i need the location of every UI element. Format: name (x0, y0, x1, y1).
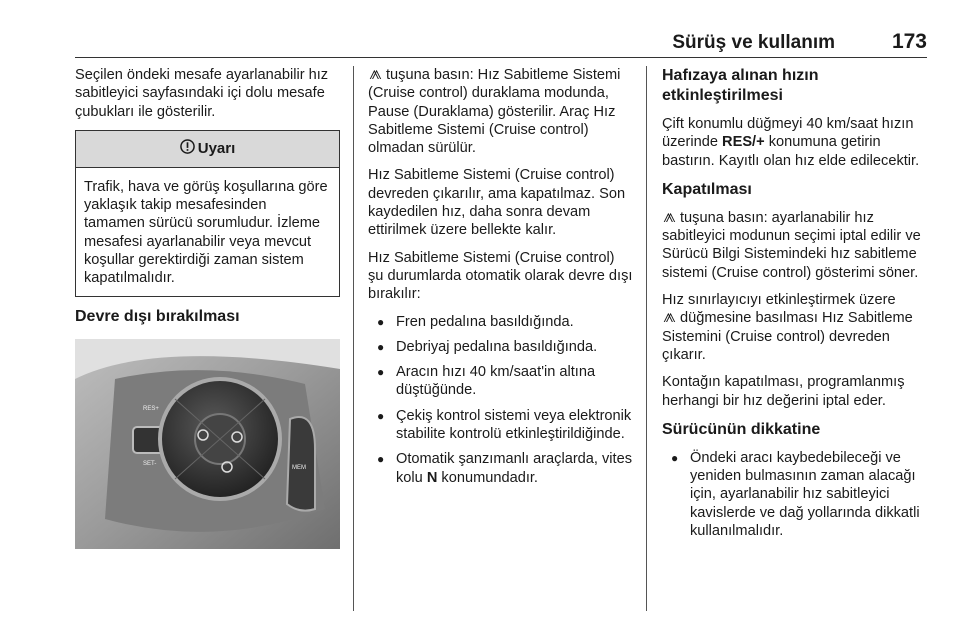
section-heading-switch-off: Kapatılması (662, 180, 752, 198)
list-item: ● Öndeki aracı kaybedebileceği ve yeniden bulmasının zaman alacağı için, ayarlanabilir hız sabitleyici kavislerde ve dağ yollarında dikkatli kullanılmalıdır. (662, 449, 927, 540)
page-header (75, 26, 927, 56)
ignition-paragraph: Kontağın kapatılması, programlanmış herhangi bir hız değerini iptal eder. (662, 374, 905, 409)
warning-body: Trafik, hava ve görüş koşullarına göre yaklaşık takip mesafesinden tamamen sürücü sorumludur. İzleme mesafesi ayarlanabilir veya mevcut koşullar gerektirdiği zaman sistem kapatılmalıdır. (84, 178, 328, 287)
section-heading-driver-attention: Sürücünün dikkatine (662, 420, 821, 438)
pause-paragraph (368, 66, 633, 157)
list-item: ● Çekiş kontrol sistemi veya elektronik stabilite kontrolü etkinleştirildiğinde. (368, 407, 633, 444)
res-plus-label: RES/+ (722, 134, 765, 151)
driver-attention-list (662, 449, 927, 540)
limiter-paragraph: Hız sınırlayıcıyı etkinleştirmek üzere ⨇ düğmesine basılması Hız Sabitleme Sistemini (Cruise control) devreden çıkarır. (662, 292, 913, 363)
deactivated-paragraph: Hız Sabitleme Sistemi (Cruise control) devreden çıkarılır, ama kapatılmaz. Son kaydedilen hız, daha sonra devam ettirilmek üzere bellekte kalır. (368, 167, 626, 239)
list-item: ● Fren pedalına basıldığında. (368, 313, 633, 331)
section-heading-deactivate: Devre dışı bırakılması (75, 307, 240, 325)
set-label: SET- (143, 460, 157, 467)
warning-title: Uyarı (197, 139, 236, 157)
page-number: 173 (891, 30, 927, 53)
column-3 (662, 66, 927, 547)
steering-wheel-controls-photo (75, 339, 340, 549)
list-item: ● Aracın hızı 40 km/saat'in altına düştüğünde. (368, 363, 633, 400)
gear-n-label: N (426, 469, 438, 486)
auto-deactivate-paragraph: Hız Sabitleme Sistemi (Cruise control) şu durumlarda otomatik olarak devre dışı bırakılır: (368, 249, 633, 303)
cruise-off-icon: ⨇ (663, 210, 676, 225)
intro-paragraph: Seçilen öndeki mesafe ayarlanabilir hız sabitleyici sayfasındaki içi dolu mesafe çubukları ile gösterilir. (75, 67, 329, 120)
list-item: ● Otomatik şanzımanlı araçlarda, vites kolu N konumundadır. (368, 450, 633, 487)
column-divider-1 (353, 66, 354, 611)
speed-limiter-icon: ⨇ (663, 311, 676, 326)
resume-paragraph: Çift konumlu düğmeyi 40 km/saat hızın üzerinde RES/+ konumuna getirin bastırın. Kayıtlı olan hız elde edilecektir. (662, 116, 920, 169)
warning-icon (180, 139, 195, 159)
list-item: ● Debriyaj pedalına basıldığında. (368, 338, 633, 356)
column-divider-2 (646, 66, 647, 611)
warning-header (76, 131, 339, 168)
res-label: RES+ (143, 405, 159, 412)
switch-off-paragraph: ⨇ tuşuna basın: ayarlanabilir hız sabitleyici modunun seçimi iptal edilir ve Sürücü Bilgi Sistemindeki hız sabitleme sistemi (Cruise control) gösterimi söner. (662, 209, 921, 281)
column-1 (75, 66, 340, 549)
warning-box (75, 130, 340, 297)
column-2 (368, 66, 633, 494)
auto-deactivate-list (368, 313, 633, 487)
mem-label: MEM (292, 464, 306, 471)
section-heading-resume: Hafızaya alınan hızın etkinleştirilmesi (662, 67, 819, 104)
page-title: Sürüş ve kullanım (672, 32, 835, 53)
cruise-pause-icon: ⨇ (369, 68, 382, 82)
header-rule (75, 57, 927, 58)
pause-text: tuşuna basın: Hız Sabitleme Sistemi (Cruise control) duraklama modunda, Pause (Duraklama) gösterilir. Araç Hız Sabitleme Sistemi (Cruise control) olmadan sürülür. (368, 67, 621, 157)
